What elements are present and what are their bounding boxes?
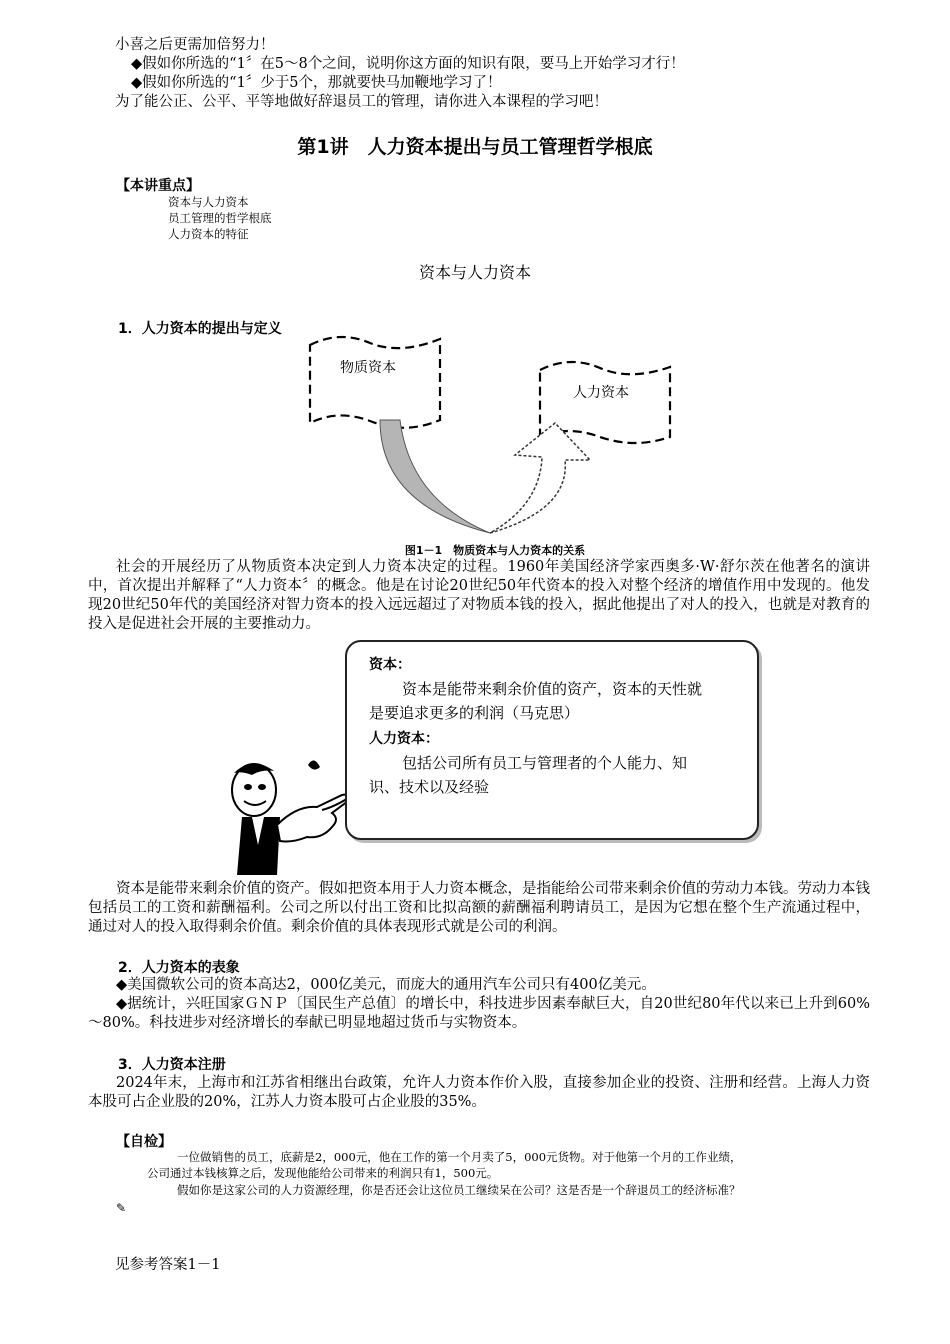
key-points-label: 【本讲重点】 — [116, 178, 200, 194]
section-title: 资本与人力资本 — [418, 263, 531, 282]
pencil-icon: ✎ — [116, 1201, 127, 1215]
callout-capital-line-2: 是要追求更多的利润（马克思） — [369, 704, 580, 722]
curved-arrow-body — [380, 420, 490, 533]
callout-capital-line-1: 资本是能带来剩余价值的资产，资本的天性就 — [402, 680, 703, 698]
answer-reference: 见参考答案1－1 — [115, 1257, 221, 1273]
key-point-item-1: 资本与人力资本 — [168, 195, 249, 209]
intro-line-4: 为了能公正、公平、平等地做好辞退员工的管理，请你进入本课程的学习吧！ — [115, 94, 608, 110]
sec1-heading: 1．人力资本的提出与定义 — [118, 321, 282, 337]
upward-arrow — [490, 423, 590, 533]
cartoon-man-icon — [222, 755, 357, 880]
self-check-label: 【自检】 — [116, 1134, 172, 1150]
sec2-bullet-1 — [88, 976, 870, 995]
left-flag-shape — [310, 337, 440, 428]
sec1-paragraph — [88, 558, 870, 634]
figure-capital-relation — [300, 325, 690, 540]
definition-callout — [345, 640, 759, 840]
sec3-paragraph-text: 2024年末，上海市和江苏省相继出台政策，允许人力资本作价入股，直接参加企业的投资、注册和经营。上海人力资本股可占企业股的20%，江苏人力资本股可占企业股的35%。 — [88, 1075, 870, 1110]
lecture-title: 第1讲 人力资本提出与员工管理哲学根底 — [297, 136, 653, 158]
sec3-heading: 3．人力资本注册 — [118, 1057, 226, 1073]
callout-capital-label: 资本： — [369, 657, 411, 673]
self-check-line-3: 假如你是这家公司的人力资源经理，你是否还会让这位员工继续呆在公司？这是否是一个辞退员工的经济标准？ — [177, 1183, 741, 1197]
sec3-paragraph — [88, 1074, 870, 1112]
key-point-item-3: 人力资本的特征 — [168, 227, 249, 241]
sec2-heading: 2．人力资本的表象 — [118, 960, 240, 976]
intro-bullet-1: ◆假如你所选的“1〞在5～8个之间，说明你这方面的知识有限，要马上开始学习才行！ — [131, 56, 685, 72]
sec2-bullet-1-text: ◆美国微软公司的资本高达2，000亿美元，而庞大的通用汽车公司只有400亿美元。 — [116, 977, 656, 993]
sec2-bullet-2 — [88, 995, 870, 1033]
self-check-line-1: 一位做销售的员工，底薪是2，000元，他在工作的第一个月卖了5，000元货物。对于他第一个月的工作业绩， — [177, 1150, 742, 1164]
callout-human-line-2: 识、技术以及经验 — [369, 778, 490, 796]
figure-caption: 图1－1 物质资本与人力资本的关系 — [404, 544, 586, 557]
callout-human-line-1: 包括公司所有员工与管理者的个人能力、知 — [402, 754, 688, 772]
key-point-item-2: 员工管理的哲学根底 — [168, 211, 272, 225]
sec1-paragraph-2 — [88, 880, 870, 937]
left-flag-label: 物质资本 — [340, 360, 396, 376]
self-check-line-2: 公司通过本钱核算之后，发现他能给公司带来的利润只有1，500元。 — [147, 1166, 499, 1180]
sec1-paragraph-text: 社会的开展经历了从物质资本决定到人力资本决定的过程。1960年美国经济学家西奥多·W·舒尔茨在他著名的演讲中，首次提出并解释了“人力资本〞的概念。他是在讨论20世纪50年代资本的投入对整个经济的增值作用中发现的。他发现20世纪50年代的美国经济对智力资本的投入远远超过了对物质本钱的投入，据此他提出了对人的投入，也就是对教育的投入是促进社会开展的主要推动力。 — [88, 559, 870, 632]
callout-human-label: 人力资本： — [369, 731, 439, 747]
intro-bullet-2: ◆假如你所选的“1〞少于5个，那就要快马加鞭地学习了！ — [131, 75, 502, 91]
sec1-paragraph-2-text: 资本是能带来剩余价值的资产。假如把资本用于人力资本概念，是指能给公司带来剩余价值的劳动力本钱。劳动力本钱包括员工的工资和薪酬福利。公司之所以付出工资和比拟高额的薪酬福利聘请员工，是因为它想在整个生产流通过程中，通过对人的投入取得剩余价值。剩余价值的具体表现形式就是公司的利润。 — [88, 881, 870, 935]
intro-line-1: 小喜之后更需加倍努力！ — [115, 37, 275, 53]
right-flag-label: 人力资本 — [573, 385, 629, 401]
sec2-bullet-2-text: ◆据统计，兴旺国家ＧＮＰ〔国民生产总值〕的增长中，科技进步因素奉献巨大，自20世纪80年代以来已上升到60%～80%。科技进步对经济增长的奉献已明显地超过货币与实物资本。 — [88, 996, 870, 1031]
